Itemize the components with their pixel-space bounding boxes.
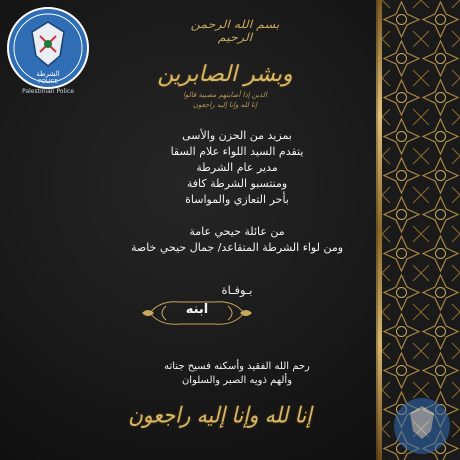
- verse-sub-2: إنا لله وإنا إليه راجعون: [192, 101, 258, 109]
- prayer-message: [92, 360, 382, 388]
- family-line: ومن لواء الشرطة المتقاعد/ جمال حيحي خاصة: [130, 241, 344, 254]
- emblem-arabic-label: الشرطة: [36, 70, 60, 78]
- message-line: بأحر التعازي والمواساة: [185, 193, 289, 206]
- ornamental-side-panel: [382, 0, 460, 460]
- police-emblem-icon: [6, 6, 90, 90]
- verse-sub-1: الذين إذا أصابتهم مصيبة قالوا: [183, 91, 267, 99]
- deceased-name: ابنه: [185, 302, 209, 317]
- condolence-message: [92, 128, 382, 208]
- basmala: بسم الله الرحمن الرحيم: [190, 18, 280, 44]
- family-message: [92, 224, 382, 256]
- closing-calligraphy: إنا لله وإنا إليه راجعون: [128, 401, 312, 429]
- police-watermark-icon: [392, 396, 452, 456]
- family-line: من عائلة حيحي عامة: [189, 225, 285, 238]
- verse-calligraphy: [110, 60, 340, 124]
- geometric-pattern-icon: [382, 0, 460, 460]
- prayer-line: رحم الله الفقيد وأسكنه فسيح جناته: [164, 361, 310, 372]
- verse-main: وبشر الصابرين: [157, 62, 293, 87]
- message-line: يتقدم السيد اللواء علام السقا: [170, 145, 304, 158]
- message-line: مدير عام الشرطة: [196, 161, 278, 174]
- emblem-caption: Palestinian Police: [22, 88, 74, 95]
- emblem-latin-label: POLICE: [38, 79, 58, 85]
- message-line: ومنتسبو الشرطة كافة: [186, 177, 288, 190]
- occasion-label: بـوفـاة: [221, 283, 253, 297]
- message-line: بمزيد من الحزن والأسى: [182, 129, 292, 142]
- prayer-line: وألهم ذويه الصبر والسلوان: [181, 375, 293, 386]
